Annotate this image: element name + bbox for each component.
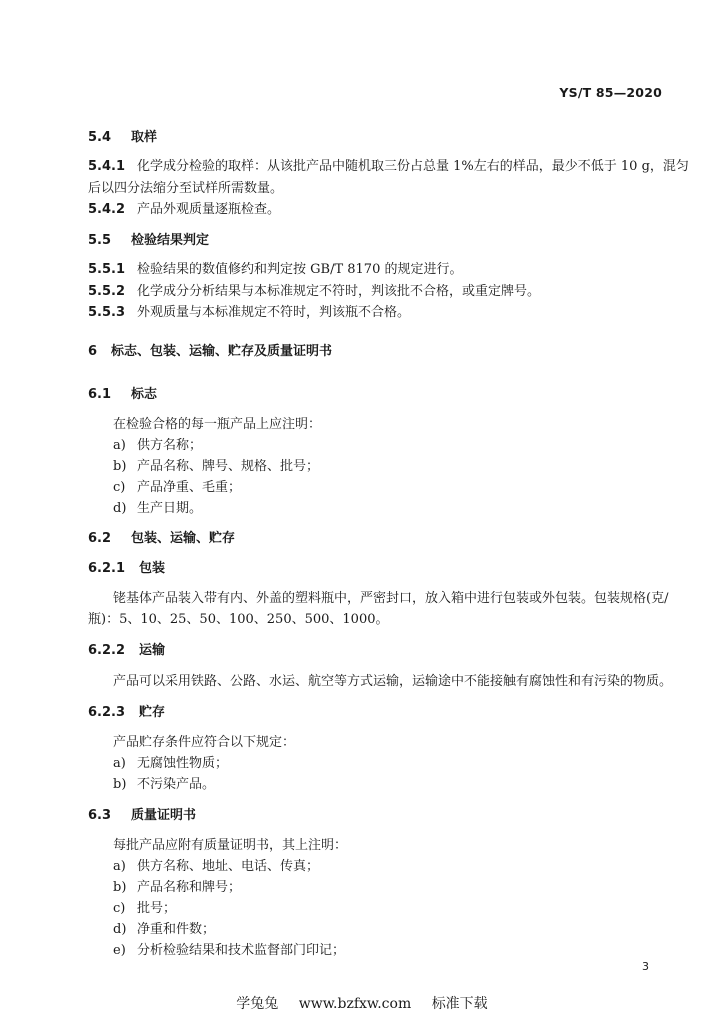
list-item — [113, 480, 241, 496]
list-item — [113, 459, 319, 475]
clause-5-4-1-continuation: 后以四分法缩分至试样所需数量。 — [88, 181, 284, 196]
list-label: d) — [113, 922, 127, 937]
section-title: 质量证明书 — [131, 808, 197, 823]
section-5-5-heading — [88, 233, 209, 249]
section-title: 检验结果判定 — [131, 233, 210, 248]
list-label: e) — [113, 943, 126, 958]
section-6-3-intro: 每批产品应附有质量证明书，其上注明： — [113, 838, 348, 853]
standard-code: YS/T 85—2020 — [559, 85, 662, 100]
section-title: 标志 — [131, 387, 158, 402]
clause-text: 外观质量与本标准规定不符时，判该瓶不合格。 — [137, 305, 411, 320]
section-6-3-heading — [88, 808, 196, 824]
list-label: a) — [113, 859, 126, 874]
section-6-1-heading — [88, 387, 157, 403]
list-text: 不污染产品。 — [137, 777, 216, 792]
clause-6-2-2-text: 产品可以采用铁路、公路、水运、航空等方式运输，运输途中不能接触有腐蚀性和有污染的物质。 — [113, 674, 673, 689]
clause-title: 包装 — [139, 561, 166, 576]
clause-6-2-3-intro: 产品贮存条件应符合以下规定： — [113, 735, 296, 750]
clause-number: 5.5.3 — [88, 305, 126, 320]
clause-number: 5.4.2 — [88, 202, 126, 217]
clause-number: 6.2.1 — [88, 561, 126, 576]
section-6-1-intro: 在检验合格的每一瓶产品上应注明： — [113, 417, 322, 432]
clause-number: 5.5.1 — [88, 262, 126, 277]
list-item — [113, 880, 241, 896]
page-number: 3 — [642, 960, 649, 973]
list-item — [113, 777, 215, 793]
clause-number: 6.2.2 — [88, 643, 126, 658]
clause-6-2-1-heading — [88, 561, 165, 577]
footer-site-name: 学兔兔 — [236, 996, 279, 1012]
list-item — [113, 901, 176, 917]
chapter-number: 6 — [88, 344, 98, 359]
clause-number: 5.5.2 — [88, 284, 126, 299]
section-number: 6.2 — [88, 531, 112, 546]
list-text: 供方名称； — [137, 438, 203, 453]
section-number: 5.5 — [88, 233, 112, 248]
clause-6-2-3-heading — [88, 705, 165, 721]
list-label: d) — [113, 501, 127, 516]
list-text: 产品净重、毛重； — [137, 480, 242, 495]
list-text: 批号； — [137, 901, 177, 916]
list-label: a) — [113, 438, 126, 453]
list-text: 产品名称和牌号； — [137, 880, 242, 895]
clause-text: 化学成分检验的取样：从该批产品中随机取三份占总量 1%左右的样品，最少不低于 10 g，混匀 — [137, 159, 689, 174]
list-text: 分析检验结果和技术监督部门印记； — [137, 943, 346, 958]
list-item — [113, 922, 215, 938]
list-item — [113, 756, 228, 772]
section-5-4-heading — [88, 130, 157, 146]
clause-5-5-3 — [88, 305, 410, 321]
footer-watermark — [0, 993, 724, 1013]
clause-6-2-2-heading — [88, 643, 165, 659]
section-number: 6.1 — [88, 387, 112, 402]
list-label: c) — [113, 480, 126, 495]
section-title: 取样 — [131, 130, 158, 145]
clause-title: 贮存 — [139, 705, 166, 720]
list-text: 无腐蚀性物质； — [137, 756, 229, 771]
clause-number: 5.4.1 — [88, 159, 126, 174]
footer-url-link[interactable]: www.bzfxw.com — [298, 996, 412, 1012]
list-label: a) — [113, 756, 126, 771]
clause-5-4-1 — [88, 159, 689, 175]
list-text: 净重和件数； — [137, 922, 216, 937]
list-item — [113, 859, 319, 875]
clause-5-5-2 — [88, 284, 540, 300]
list-item — [113, 501, 202, 517]
list-label: b) — [113, 777, 127, 792]
clause-text: 产品外观质量逐瓶检查。 — [137, 202, 281, 217]
footer-slogan: 标准下载 — [431, 996, 488, 1012]
section-6-2-heading — [88, 531, 235, 547]
list-item — [113, 943, 345, 959]
clause-6-2-1-text: 铑基体产品装入带有内、外盖的塑料瓶中，严密封口，放入箱中进行包装或外包装。包装规格(克/ — [113, 591, 669, 606]
chapter-title: 标志、包装、运输、贮存及质量证明书 — [111, 344, 333, 359]
clause-5-4-2 — [88, 202, 280, 218]
clause-number: 6.2.3 — [88, 705, 126, 720]
list-label: b) — [113, 459, 127, 474]
chapter-6-heading — [88, 344, 332, 360]
list-label: c) — [113, 901, 126, 916]
list-text: 供方名称、地址、电话、传真； — [137, 859, 320, 874]
list-label: b) — [113, 880, 127, 895]
clause-text: 化学成分分析结果与本标准规定不符时，判该批不合格，或重定牌号。 — [137, 284, 541, 299]
list-item — [113, 438, 202, 454]
section-number: 6.3 — [88, 808, 112, 823]
section-number: 5.4 — [88, 130, 112, 145]
clause-text: 检验结果的数值修约和判定按 GB/T 8170 的规定进行。 — [137, 262, 463, 277]
clause-6-2-1-continuation: 瓶)：5、10、25、50、100、250、500、1000。 — [88, 612, 389, 627]
list-text: 产品名称、牌号、规格、批号； — [137, 459, 320, 474]
clause-title: 运输 — [139, 643, 166, 658]
clause-5-5-1 — [88, 262, 463, 278]
list-text: 生产日期。 — [137, 501, 203, 516]
section-title: 包装、运输、贮存 — [131, 531, 236, 546]
